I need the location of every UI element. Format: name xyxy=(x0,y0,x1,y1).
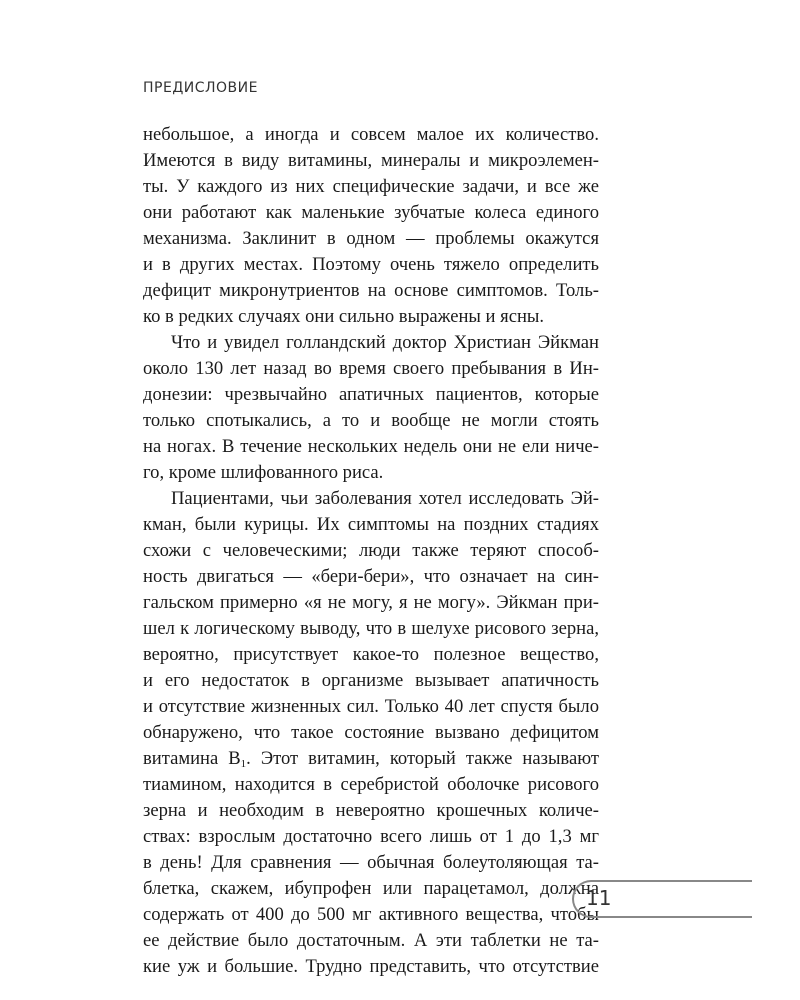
text-line: тиамином, находится в серебристой оболочке рисового xyxy=(143,774,599,795)
text-line: только спотыкались, а то и вообще не могли стоять xyxy=(143,410,599,431)
text-line: небольшое, а иногда и совсем малое их количество. xyxy=(143,124,599,145)
running-head: ПРЕДИСЛОВИЕ xyxy=(143,80,258,96)
text-line: ность двигаться — «бери-бери», что означает на син- xyxy=(143,566,599,587)
text-line: ствах: взрослым достаточно всего лишь от 1 до 1,3 мг xyxy=(143,826,599,847)
text-line: в день! Для сравнения — обычная болеутоляющая та- xyxy=(143,852,599,873)
page-number: 11 xyxy=(586,886,612,910)
vitamin-subscript: 1 xyxy=(240,758,247,770)
text-line: шел к логическому выводу, что в шелухе рисового зерна, xyxy=(143,618,599,639)
vitamin-name: витамина В xyxy=(143,748,241,769)
text-line: схожи с человеческими; люди также теряют способ- xyxy=(143,540,599,561)
text-line: Пациентами, чьи заболевания хотел исследовать Эй- xyxy=(171,488,599,509)
text-line: ее действие было достаточным. А эти таблетки не та- xyxy=(143,930,599,951)
text-line: и в других местах. Поэтому очень тяжело определить xyxy=(143,254,599,275)
text-line: зерна и необходим в невероятно крошечных количе- xyxy=(143,800,599,821)
text-line: го, кроме шлифованного риса. xyxy=(143,462,384,483)
text-line: вероятно, присутствует какое-то полезное вещество, xyxy=(143,644,599,665)
text-line: донезии: чрезвычайно апатичных пациентов, которые xyxy=(143,384,599,405)
text-line: блетка, скажем, ибупрофен или парацетамол, должна xyxy=(143,878,599,899)
text-line: ты. У каждого из них специфические задачи, и все же xyxy=(143,176,599,197)
text-line: и его недостаток в организме вызывает апатичность xyxy=(143,670,599,691)
text-line: кие уж и большие. Трудно представить, что отсутствие xyxy=(143,956,599,977)
text-line: механизма. Заклинит в одном — проблемы окажутся xyxy=(143,228,599,249)
text-line: около 130 лет назад во время своего пребывания в Ин- xyxy=(143,358,599,379)
text-line: Что и увидел голландский доктор Христиан Эйкман xyxy=(171,332,599,353)
text-line: они работают как маленькие зубчатые колеса единого xyxy=(143,202,599,223)
text-line: ко в редких случаях они сильно выражены и ясны. xyxy=(143,306,545,327)
text-line: дефицит микронутриентов на основе симптомов. Толь- xyxy=(143,280,599,301)
text-line: Имеются в виду витамины, минералы и микроэлемен- xyxy=(143,150,599,171)
text-line: на ногах. В течение нескольких недель они не ели ниче- xyxy=(143,436,599,457)
body-text xyxy=(143,122,599,980)
text-line: содержать от 400 до 500 мг активного вещества, чтобы xyxy=(143,904,599,925)
text-line: и отсутствие жизненных сил. Только 40 лет спустя было xyxy=(143,696,599,717)
text-line-vitamin xyxy=(143,746,599,772)
vitamin-line-rest: . Этот витамин, который также называют xyxy=(246,748,599,769)
page-number-tab xyxy=(572,880,752,918)
text-line: обнаружено, что такое состояние вызвано дефицитом xyxy=(143,722,599,743)
text-line: кман, были курицы. Их симптомы на поздних стадиях xyxy=(143,514,599,535)
text-line: гальском примерно «я не могу, я не могу». Эйкман при- xyxy=(143,592,599,613)
